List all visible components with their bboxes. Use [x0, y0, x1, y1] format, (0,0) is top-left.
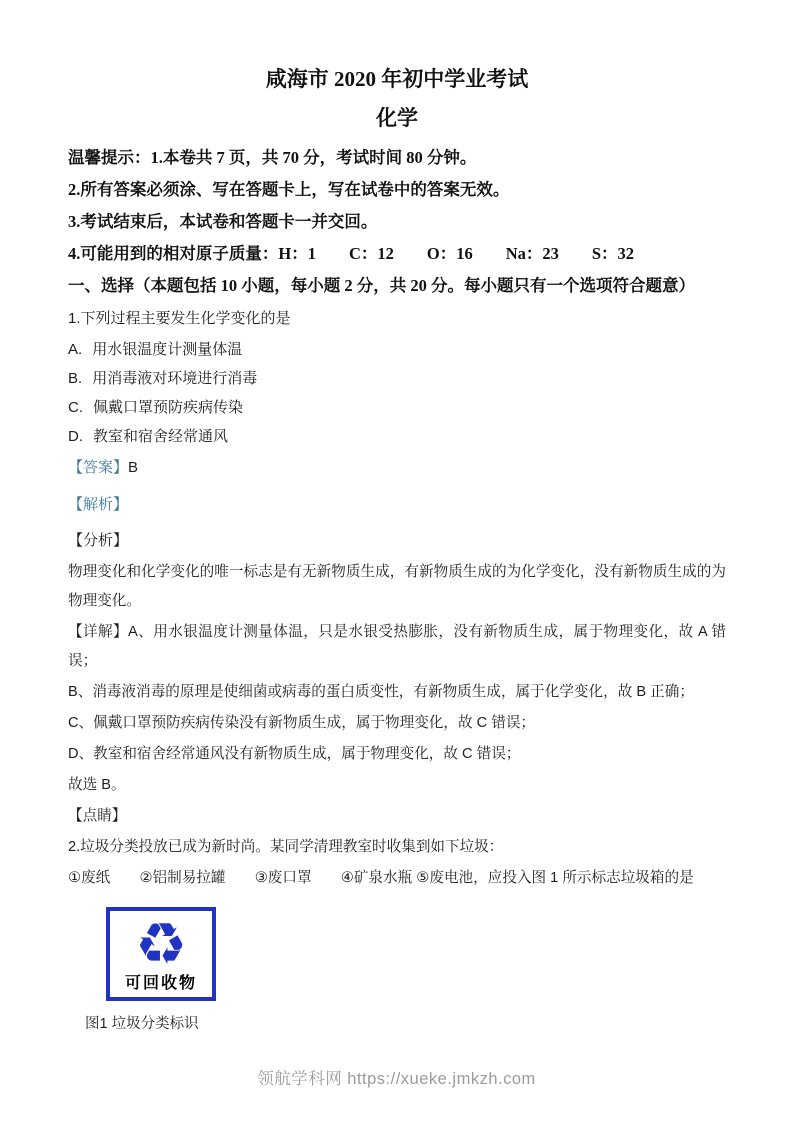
- exam-instructions: [68, 147, 726, 296]
- option-d-label: D.: [68, 428, 83, 445]
- question-2-items-line: ①废纸 ②铝制易拉罐 ③废口罩 ④矿泉水瓶 ⑤废电池，应投入图 1 所示标志垃圾箱的是: [68, 870, 694, 886]
- option-d-row: [68, 428, 726, 446]
- option-d-text: 教室和宿舍经常通风: [93, 428, 229, 445]
- recycle-icon: ♻: [135, 910, 187, 978]
- figure-1-block: [106, 907, 726, 1001]
- footer-watermark: 领航学科网 https://xueke.jmkzh.com: [257, 1070, 536, 1088]
- option-a-row: [68, 341, 726, 359]
- subject-title: 化学: [376, 106, 418, 130]
- answer-value: B: [128, 459, 139, 476]
- option-c-row: [68, 399, 726, 417]
- option-c-label: C.: [68, 399, 83, 416]
- option-b-text: 用消毒液对环境进行消毒: [92, 370, 258, 387]
- page-title: 咸海市 2020 年初中学业考试: [265, 67, 529, 91]
- return-paper-rule-line: 3.考试结束后，本试卷和答题卡一并交回。: [68, 212, 378, 231]
- detail-paragraph-b: B、消毒液消毒的原理是使细菌或病毒的蛋白质变性，有新物质生成，属于化学变化，故 B 正确；: [68, 684, 694, 700]
- recycle-sign-label: 可回收物: [124, 975, 197, 992]
- option-a-text: 用水银温度计测量体温: [92, 341, 243, 358]
- conclusion-line: 故选 B。: [68, 777, 126, 793]
- detail-paragraph-a: 【详解】A、用水银温度计测量体温，只是水银受热膨胀，没有新物质生成，属于物理变化，故 A 错误；: [68, 624, 726, 669]
- exam-tip-line: 温馨提示：1.本卷共 7 页，共 70 分，考试时间 80 分钟。: [68, 148, 477, 167]
- option-b-label: B.: [68, 370, 83, 387]
- option-a-label: A.: [68, 341, 83, 358]
- atomic-mass-line: 4.可能用到的相对原子质量：H：1 C：12 O：16 Na：23 S：32: [68, 244, 635, 263]
- recyclable-sign: [106, 907, 216, 1001]
- option-b-row: [68, 370, 726, 388]
- fenxi-paragraph: 物理变化和化学变化的唯一标志是有无新物质生成，有新物质生成的为化学变化，没有新物质生成的为物理变化。: [68, 564, 726, 609]
- question-2-stem: 2.垃圾分类投放已成为新时尚。某同学清理教室时收集到如下垃圾：: [68, 839, 504, 855]
- answer-card-rule-line: 2.所有答案必须涂、写在答题卡上，写在试卷中的答案无效。: [68, 180, 510, 199]
- detail-paragraph-c: C、佩戴口罩预防疾病传染没有新物质生成，属于物理变化，故 C 错误；: [68, 715, 536, 731]
- question-1-options: [68, 341, 726, 446]
- option-c-text: 佩戴口罩预防疾病传染: [93, 399, 244, 416]
- answer-tag: 【答案】: [68, 459, 129, 476]
- section-heading: 一、选择（本题包括 10 小题，每小题 2 分，共 20 分。每小题只有一个选项符合题意）: [68, 276, 695, 295]
- detail-paragraph-d: D、教室和宿舍经常通风没有新物质生成，属于物理变化，故 C 错误；: [68, 746, 521, 762]
- question-1-stem: 1.下列过程主要发生化学变化的是: [68, 310, 291, 327]
- dianjing-heading: 【点睛】: [68, 808, 127, 824]
- fenxi-heading: 【分析】: [68, 532, 129, 549]
- figure-1-caption: 图1 垃圾分类标识: [85, 1016, 199, 1032]
- analysis-tag: 【解析】: [68, 496, 129, 513]
- answer-line: [68, 457, 726, 478]
